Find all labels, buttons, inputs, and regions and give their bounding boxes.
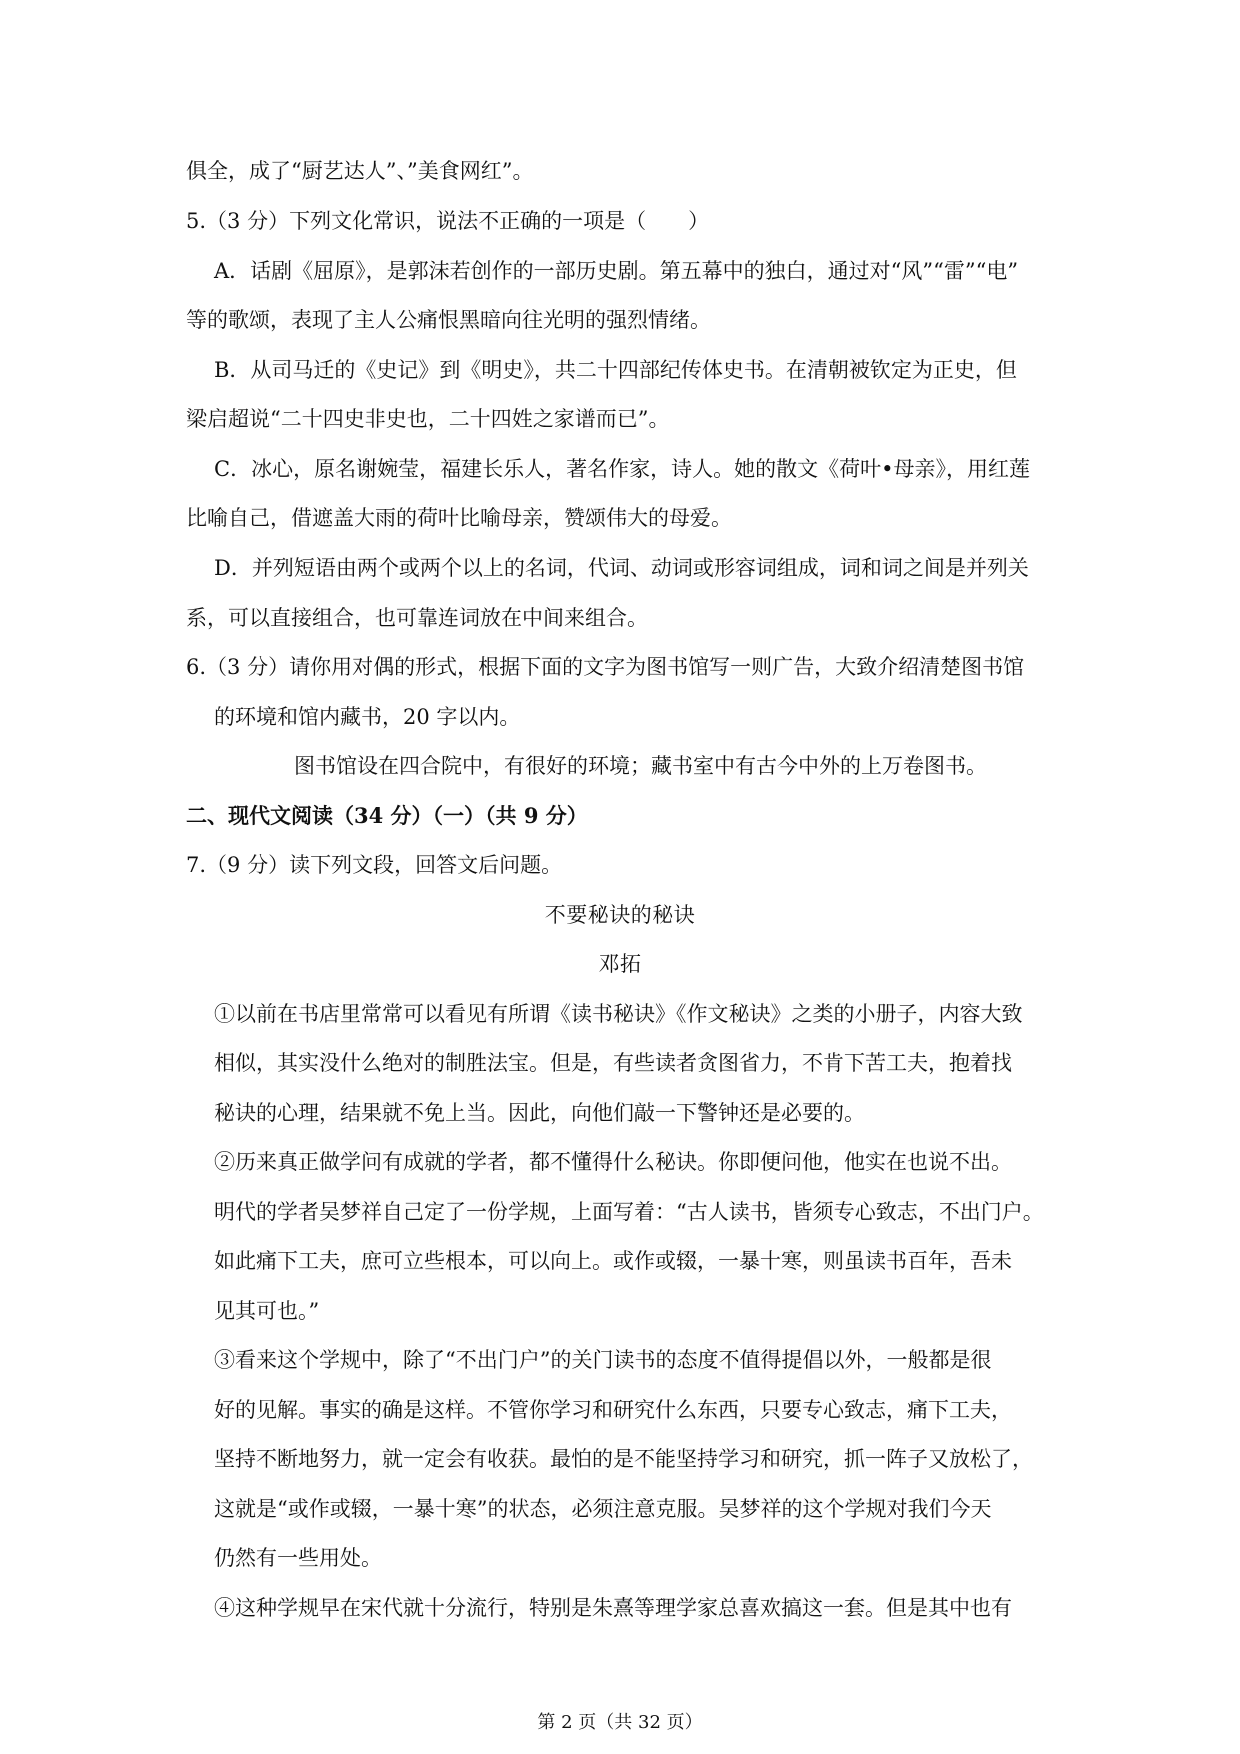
text-line: 等的歌颂，表现了主人公痛恨黑暗向往光明的强烈情绪。 xyxy=(186,308,711,332)
section-heading: 二、现代文阅读（34 分）（一）（共 9 分） xyxy=(186,803,588,828)
text-line: 如此痛下工夫，庶可立些根本，可以向上。或作或辍，一暴十寒，则虽读书百年，吾未 xyxy=(214,1249,1012,1273)
option-c: C．冰心，原名谢婉莹，福建长乐人，著名作家，诗人。她的散文《荷叶•母亲》，用红莲 xyxy=(214,457,1030,481)
option-d: D．并列短语由两个或两个以上的名词，代词、动词或形容词组成，词和词之间是并列关 xyxy=(214,556,1029,580)
article-author: 邓拓 xyxy=(598,952,642,976)
article-title: 不要秘诀的秘诀 xyxy=(544,903,696,927)
text-line: 好的见解。事实的确是这样。不管你学习和研究什么东西，只要专心致志，痛下工夫， xyxy=(214,1398,1012,1422)
option-a: A．话剧《屈原》，是郭沫若创作的一部历史剧。第五幕中的独白，通过对“风”“雷”“电” xyxy=(214,259,1019,283)
paragraph-2: ②历来真正做学问有成就的学者，都不懂得什么秘诀。你即便问他，他实在也说不出。 xyxy=(214,1150,1012,1174)
question-7-stem: 7.（9 分）读下列文段，回答文后问题。 xyxy=(186,853,563,877)
paragraph-3: ③看来这个学规中，除了“不出门户”的关门读书的态度不值得提倡以外，一般都是很 xyxy=(214,1348,992,1372)
text-line: 俱全，成了“厨艺达人”、”美食网红”。 xyxy=(186,159,534,183)
text-line: 坚持不断地努力，就一定会有收获。最怕的是不能坚持学习和研究，抓一阵子又放松了， xyxy=(214,1447,1033,1471)
text-line: 秘诀的心理，结果就不免上当。因此，向他们敲一下警钟还是必要的。 xyxy=(214,1101,865,1125)
paragraph-1: ①以前在书店里常常可以看见有所谓《读书秘诀》《作文秘诀》之类的小册子，内容大致 xyxy=(214,1002,1023,1026)
text-line: 见其可也。” xyxy=(214,1299,320,1323)
text-line: 明代的学者吴梦祥自己定了一份学规，上面写着：“古人读书，皆须专心致志，不出门户。 xyxy=(214,1200,1044,1224)
text-line: 仍然有一些用处。 xyxy=(214,1546,382,1570)
question-6-stem: 6.（3 分）请你用对偶的形式，根据下面的文字为图书馆写一则广告，大致介绍清楚图书馆 xyxy=(186,655,1025,679)
text-line: 的环境和馆内藏书，20 字以内。 xyxy=(214,705,521,729)
page-footer: 第 2 页（共 32 页） xyxy=(537,1712,703,1733)
option-b: B．从司马迁的《史记》到《明史》，共二十四部纪传体史书。在清朝被钦定为正史，但 xyxy=(214,358,1017,382)
text-line: 梁启超说“二十四史非史也，二十四姓之家谱而已”。 xyxy=(186,407,670,431)
text-line: 这就是“或作或辍，一暴十寒”的状态，必须注意克服。吴梦祥的这个学规对我们今天 xyxy=(214,1497,992,1521)
text-line: 比喻自己，借遮盖大雨的荷叶比喻母亲，赞颂伟大的母爱。 xyxy=(186,506,732,530)
paragraph-4: ④这种学规早在宋代就十分流行，特别是朱熹等理学家总喜欢搞这一套。但是其中也有 xyxy=(214,1596,1012,1620)
question-5-stem: 5.（3 分）下列文化常识，说法不正确的一项是（ ） xyxy=(186,209,710,233)
text-line: 相似，其实没什么绝对的制胜法宝。但是，有些读者贪图省力，不肯下苦工夫，抱着找 xyxy=(214,1051,1012,1075)
source-text: 图书馆设在四合院中，有很好的环境；藏书室中有古今中外的上万卷图书。 xyxy=(294,754,987,778)
text-line: 系，可以直接组合，也可靠连词放在中间来组合。 xyxy=(186,606,648,630)
